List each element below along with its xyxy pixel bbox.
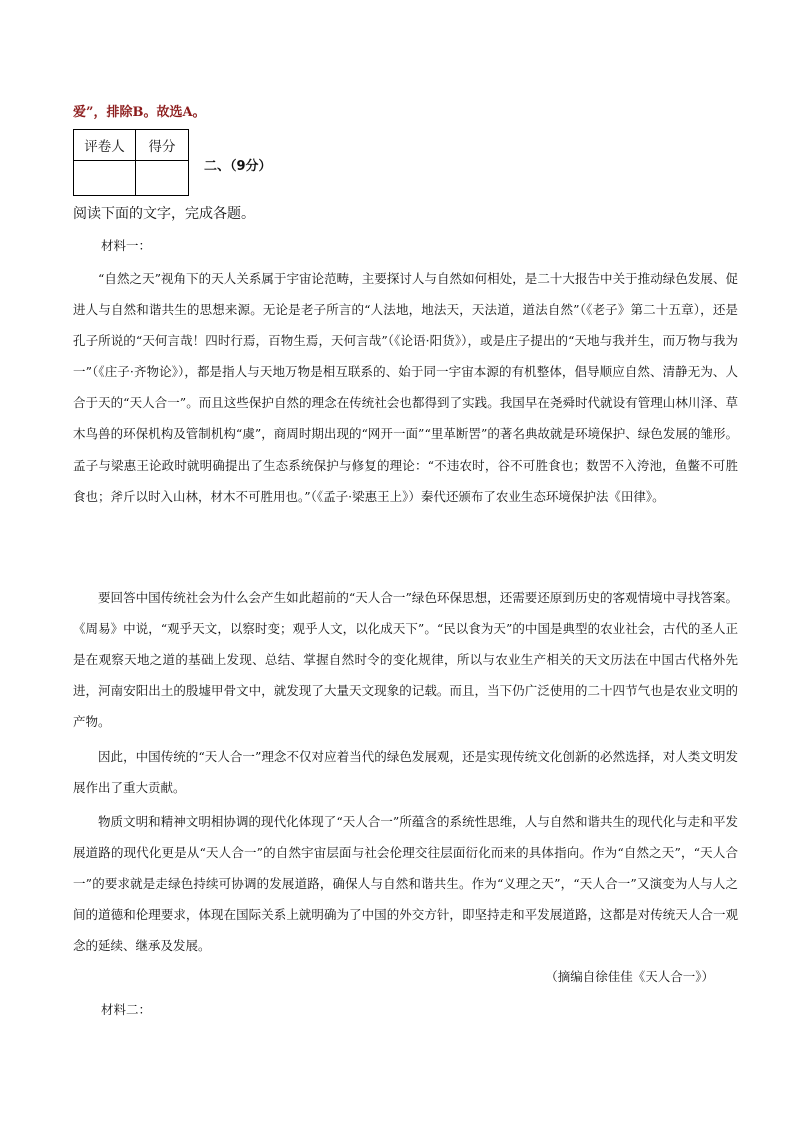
score-table-cell-score xyxy=(136,161,189,196)
material-one-paragraph: 要回答中国传统社会为什么会产生如此超前的“天人合一”绿色环保思想，还需要还原到历史的客观情境中寻找答案。《周易》中说，“观乎天文，以察时变；观乎人文，以化成天下”。“民以食为天”的中国是典型的农业社会，古代的圣人正是在观察天地之道的基础上发现、总结、掌握自然时令的变化规律，所以与农业生产相关的天文历法在中国古代格外先进，河南安阳出土的殷墟甲骨文中，就发现了大量天文现象的记载。而且，当下仍广泛使用的二十四节气也是农业文明的产物。 xyxy=(73,590,738,730)
previous-answer-tail: 爱”，排除B。故选A。 xyxy=(73,105,206,120)
section-heading: 二、（9分） xyxy=(204,159,272,174)
material-one-paragraph: “自然之天”视角下的天人关系属于宇宙论范畴，主要探讨人与自然如何相处，是二十大报告中关于推动绿色发展、促进人与自然和谐共生的思想来源。无论是老子所言的“人法地，地法天，天法道，道法自然”（《老子》第二十五章），还是孔子所说的“天何言哉！四时行焉，百物生焉，天何言哉”（《论语·阳货》），或是庄子提出的“天地与我并生，而万物与我为一”（《庄子·齐物论》），都是指人与天地万物是相互联系的、始于同一宇宙本源的有机整体，倡导顺应自然、清静无为、人合于天的“天人合一”。而且这些保护自然的理念在传统社会也都得到了实践。我国早在尧舜时代就设有管理山林川泽、草木鸟兽的环保机构及管制机构“虞”，商周时期出现的“网开一面”“里革断罟”的著名典故就是环境保护、绿色发展的雏形。孟子与梁惠王论政时就明确提出了生态系统保护与修复的理论：“不违农时，谷不可胜食也；数罟不入洿池，鱼鳖不可胜食也；斧斤以时入山林，材木不可胜用也。”（《孟子·梁惠王上》）秦代还颁布了农业生态环境保护法《田律》。 xyxy=(73,271,738,504)
material-one-paragraph: 物质文明和精神文明相协调的现代化体现了“天人合一”所蕴含的系统性思维，人与自然和谐共生的现代化与走和平发展道路的现代化更是从“天人合一”的自然宇宙层面与社会伦理交往层面衍化而来的具体指向。作为“自然之天”，“天人合一”的要求就是走绿色持续可协调的发展道路，确保人与自然和谐共生。作为“义理之天”，“天人合一”又演变为人与人之间的道德和伦理要求，体现在国际关系上就明确为了中国的外交方针，即坚持走和平发展道路，这都是对传统天人合一观念的延续、继承及发展。 xyxy=(73,814,738,954)
score-table-header-score: 得分 xyxy=(136,130,189,161)
instruction: 阅读下面的文字，完成各题。 xyxy=(73,206,255,222)
score-table-header-grader: 评卷人 xyxy=(74,130,136,161)
score-table-cell-grader xyxy=(74,161,136,196)
material-two-label: 材料二： xyxy=(101,1002,152,1017)
score-table xyxy=(73,129,189,196)
material-one-source: （摘编自徐佳佳《天人合一》） xyxy=(545,969,714,984)
material-one-label: 材料一： xyxy=(101,238,152,253)
material-one-paragraph: 因此，中国传统的“天人合一”理念不仅对应着当代的绿色发展观，还是实现传统文化创新的必然选择，对人类文明发展作出了重大贡献。 xyxy=(73,749,738,796)
